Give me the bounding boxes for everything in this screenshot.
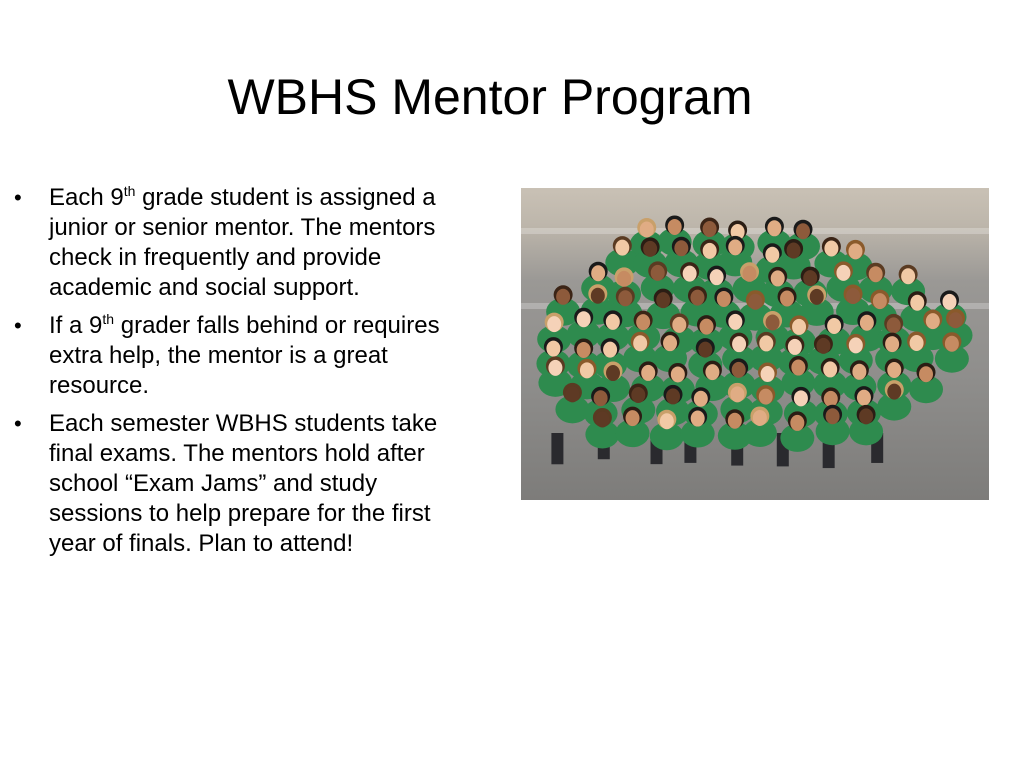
- face: [643, 241, 657, 257]
- face: [633, 335, 647, 351]
- face: [766, 315, 780, 331]
- face: [556, 289, 570, 305]
- face: [857, 390, 871, 406]
- face: [615, 240, 629, 256]
- face: [728, 239, 742, 255]
- face: [577, 342, 591, 358]
- face: [618, 290, 632, 306]
- face: [717, 291, 731, 307]
- face: [694, 391, 708, 407]
- bullet-item: [14, 183, 454, 303]
- face: [594, 390, 608, 406]
- face: [591, 288, 605, 304]
- bullet-list: [14, 183, 454, 567]
- bullet-marker-icon: [14, 311, 34, 341]
- face: [885, 336, 899, 352]
- face: [663, 335, 677, 351]
- face: [767, 220, 781, 236]
- face: [792, 319, 806, 335]
- bullet-text-end: grade student is assigned a junior or senior mentor. The mentors check in frequently and provide academic and social support.: [49, 184, 436, 301]
- bullet-text: Each semester WBHS students take final exams. The mentors hold after school “Exam Jams” and study sessions to help prepare for the first year of finals. Plan to attend!: [49, 410, 438, 557]
- face: [949, 312, 963, 328]
- bullet-text-start: If a 9: [49, 312, 103, 339]
- ordinal-suffix: th: [102, 311, 115, 327]
- face: [710, 269, 724, 285]
- face: [860, 315, 874, 331]
- face: [641, 365, 655, 381]
- face: [910, 335, 924, 351]
- face: [827, 318, 841, 334]
- bullet-text-end: grader falls behind or requires extra help, the mentor is a great resource.: [49, 312, 440, 399]
- face: [640, 221, 654, 237]
- face: [728, 314, 742, 330]
- face: [546, 341, 560, 357]
- face: [728, 413, 742, 429]
- face: [788, 339, 802, 355]
- face: [651, 265, 665, 281]
- face: [743, 266, 757, 282]
- face: [852, 364, 866, 380]
- face: [873, 293, 887, 309]
- face: [787, 243, 801, 259]
- bullet-text-start: Each 9: [49, 184, 124, 211]
- face: [691, 411, 705, 427]
- face: [591, 265, 605, 281]
- face: [848, 243, 862, 259]
- face: [617, 271, 631, 287]
- face: [683, 266, 697, 282]
- person-legs: [551, 433, 563, 464]
- face: [606, 365, 620, 381]
- face: [771, 270, 785, 286]
- face: [810, 289, 824, 305]
- face: [753, 410, 767, 426]
- face: [631, 387, 645, 403]
- face: [887, 362, 901, 378]
- face: [816, 338, 830, 354]
- face: [790, 415, 804, 431]
- bullet-marker-icon: [14, 409, 34, 439]
- face: [606, 314, 620, 330]
- face: [703, 243, 717, 259]
- bullet-marker-icon: [14, 183, 34, 213]
- face: [595, 411, 609, 427]
- crowd-illustration: [521, 188, 989, 500]
- face: [823, 361, 837, 377]
- face: [765, 247, 779, 263]
- face: [849, 337, 863, 353]
- face: [759, 335, 773, 351]
- face: [780, 291, 794, 307]
- face: [919, 366, 933, 382]
- face: [577, 311, 591, 327]
- bullet-item: [14, 409, 454, 559]
- face: [761, 366, 775, 382]
- face: [926, 313, 940, 329]
- face: [666, 388, 680, 404]
- face: [672, 317, 686, 333]
- face: [705, 364, 719, 380]
- face: [690, 290, 704, 306]
- face: [901, 268, 915, 284]
- face: [803, 270, 817, 286]
- face: [846, 288, 860, 304]
- face: [603, 342, 617, 358]
- face: [703, 221, 717, 237]
- face: [674, 240, 688, 256]
- face: [942, 294, 956, 310]
- face: [824, 391, 838, 407]
- face: [580, 362, 594, 378]
- bullet-item: [14, 311, 454, 401]
- face: [626, 410, 640, 426]
- face: [668, 219, 682, 235]
- face: [945, 336, 959, 352]
- face: [700, 319, 714, 335]
- face: [660, 413, 674, 429]
- face: [887, 384, 901, 400]
- face: [732, 336, 746, 352]
- face: [859, 408, 873, 424]
- face: [698, 342, 712, 358]
- face: [791, 360, 805, 376]
- face: [887, 317, 901, 333]
- face: [826, 408, 840, 424]
- face: [824, 241, 838, 257]
- face: [547, 316, 561, 332]
- face: [656, 292, 670, 308]
- ordinal-suffix: th: [123, 183, 136, 199]
- face: [796, 223, 810, 239]
- face: [869, 266, 883, 282]
- face: [910, 295, 924, 311]
- face: [548, 360, 562, 376]
- slide-title: WBHS Mentor Program: [227, 69, 753, 125]
- face: [636, 314, 650, 330]
- face: [732, 362, 746, 378]
- face: [565, 386, 579, 402]
- face: [671, 366, 685, 382]
- face: [748, 294, 762, 310]
- face: [759, 389, 773, 405]
- group-photo: [521, 188, 989, 500]
- face: [794, 390, 808, 406]
- face: [836, 265, 850, 281]
- face: [730, 386, 744, 402]
